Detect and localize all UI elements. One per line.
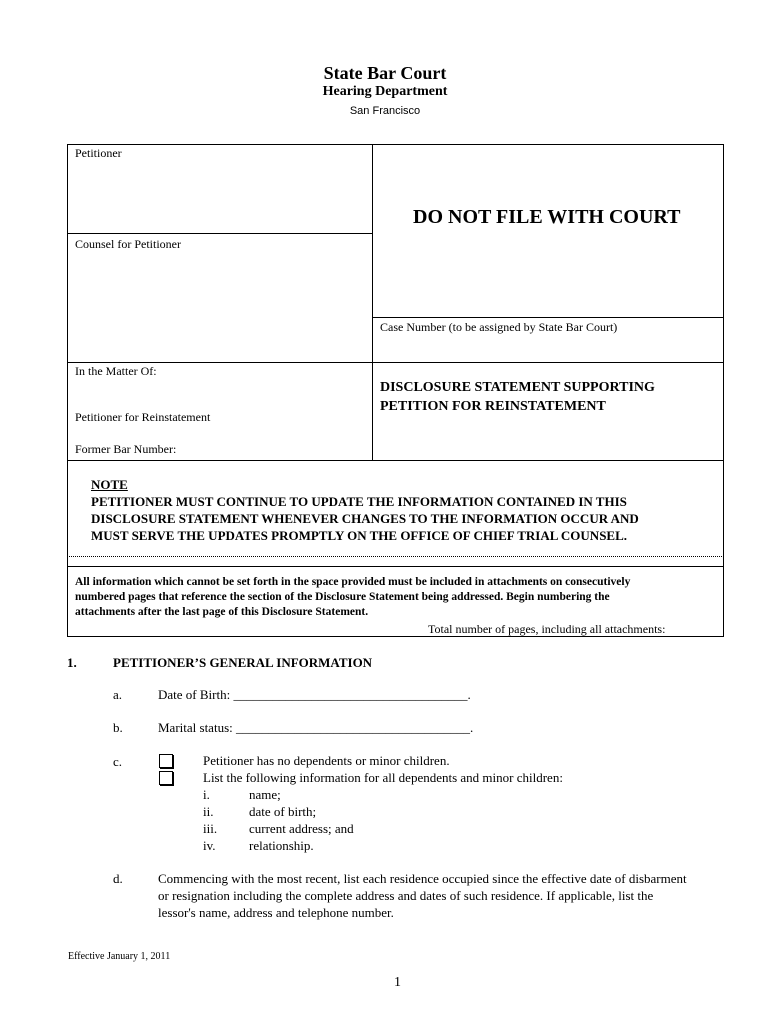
- attachments-line-3: attachments after the last page of this Disclosure Statement.: [75, 606, 369, 618]
- statement-title-line-2: PETITION FOR REINSTATEMENT: [380, 399, 606, 414]
- caption-divider-case-number: [372, 317, 724, 318]
- item-d-letter: d.: [113, 871, 123, 886]
- sub-item-text: date of birth;: [249, 804, 317, 819]
- do-not-file-heading: DO NOT FILE WITH COURT: [413, 206, 681, 228]
- sub-item-text: current address; and: [249, 821, 354, 836]
- counsel-label: Counsel for Petitioner: [75, 237, 181, 251]
- matter-label: In the Matter Of:: [75, 364, 157, 378]
- note-divider: [67, 556, 724, 557]
- attachments-line-2: numbered pages that reference the section of the Disclosure Statement being addressed. Begin numbering the: [75, 591, 610, 603]
- petitioner-label: Petitioner: [75, 146, 122, 160]
- caption-divider-counsel: [67, 233, 372, 234]
- note-line-2: DISCLOSURE STATEMENT WHENEVER CHANGES TO THE INFORMATION OCCUR AND: [91, 511, 639, 526]
- statement-title-line-1: DISCLOSURE STATEMENT SUPPORTING: [380, 380, 655, 395]
- sub-item-text: relationship.: [249, 838, 314, 853]
- page-number: 1: [394, 975, 401, 990]
- total-pages-label: Total number of pages, including all attachments:: [428, 622, 666, 636]
- marital-status-field[interactable]: Marital status: ____________________________________.: [158, 720, 474, 735]
- court-name: State Bar Court: [323, 63, 447, 83]
- sub-item-number: iv.: [203, 838, 216, 853]
- city-name: San Francisco: [349, 105, 421, 117]
- note-line-1: PETITIONER MUST CONTINUE TO UPDATE THE INFORMATION CONTAINED IN THIS: [91, 494, 627, 509]
- residence-instructions-line-3: lessor's name, address and telephone number.: [158, 905, 394, 920]
- sub-item-number: i.: [203, 787, 210, 802]
- sub-item-text: name;: [249, 787, 281, 802]
- section-title: PETITIONER’S GENERAL INFORMATION: [113, 655, 373, 670]
- residence-instructions-line-1: Commencing with the most recent, list each residence occupied since the effective date of disbarment: [158, 871, 687, 886]
- residence-instructions-line-2: or resignation including the complete address and dates of such residence. If applicable, list the: [158, 888, 654, 903]
- former-bar-label: Former Bar Number:: [75, 442, 177, 456]
- note-divider-solid: [67, 566, 724, 567]
- sub-item-number: ii.: [203, 804, 214, 819]
- list-dependents-checkbox[interactable]: [159, 771, 173, 785]
- date-of-birth-field[interactable]: Date of Birth: ____________________________________.: [158, 687, 471, 702]
- note-heading: NOTE: [91, 477, 128, 492]
- caption-divider-vertical: [372, 144, 373, 461]
- effective-date: Effective January 1, 2011: [68, 951, 171, 962]
- petitioner-reinstatement-label: Petitioner for Reinstatement: [75, 410, 211, 424]
- sub-item-number: iii.: [203, 821, 218, 836]
- case-number-label: Case Number (to be assigned by State Bar Court): [380, 320, 618, 334]
- attachments-line-1: All information which cannot be set forth in the space provided must be included in attachments on consecutively: [75, 576, 631, 588]
- item-a-letter: a.: [113, 687, 123, 702]
- section-number: 1.: [67, 655, 77, 670]
- caption-divider-matter: [67, 362, 724, 363]
- note-line-3: MUST SERVE THE UPDATES PROMPTLY ON THE OFFICE OF CHIEF TRIAL COUNSEL.: [91, 528, 628, 543]
- no-dependents-checkbox[interactable]: [159, 754, 173, 768]
- item-b-letter: b.: [113, 720, 123, 735]
- no-dependents-label: Petitioner has no dependents or minor children.: [203, 753, 450, 768]
- item-c-letter: c.: [113, 754, 123, 769]
- list-dependents-label: List the following information for all dependents and minor children:: [203, 770, 563, 785]
- department-name: Hearing Department: [322, 84, 448, 99]
